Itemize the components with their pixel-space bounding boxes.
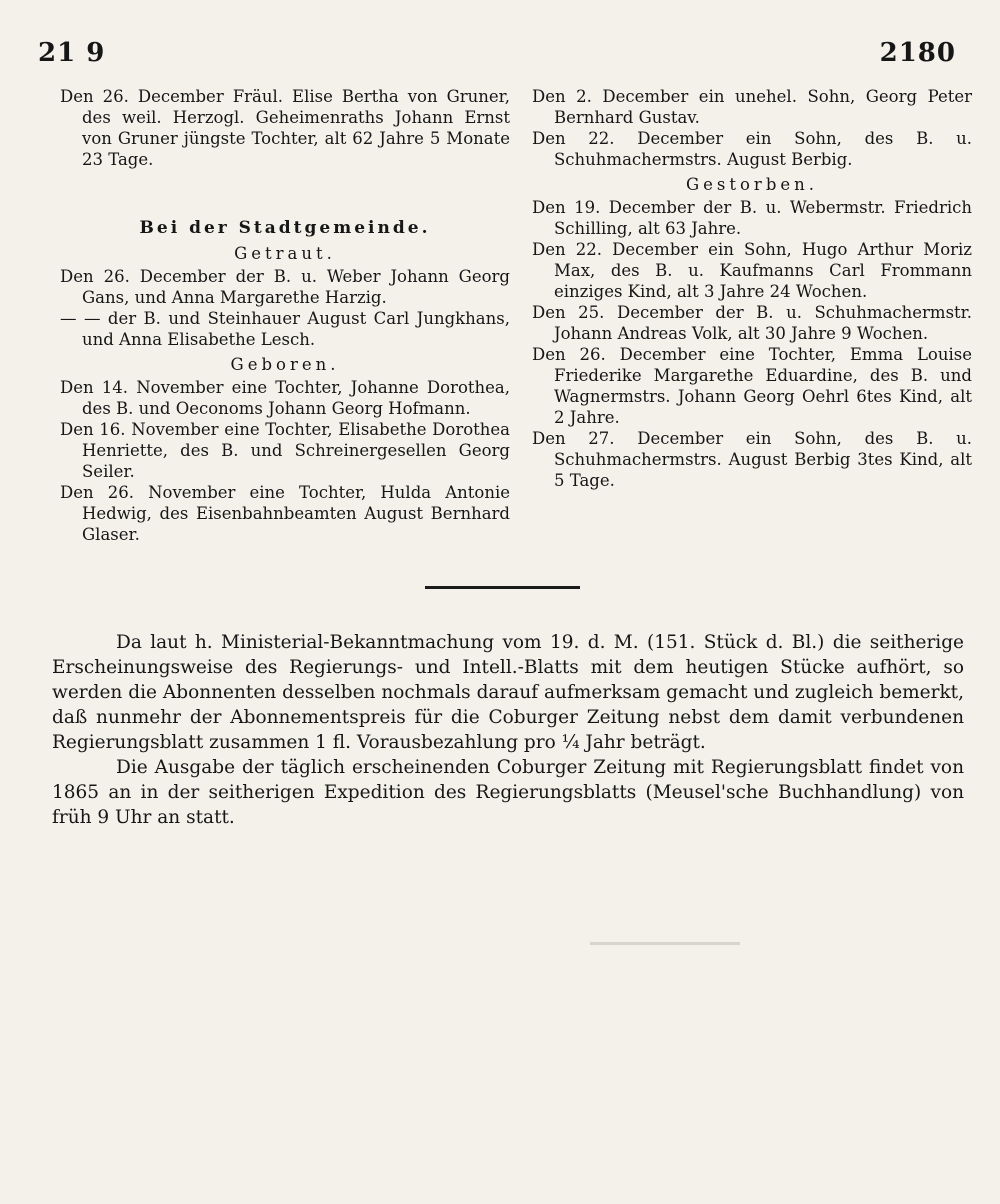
born-entry (60, 419, 510, 482)
entry-text: Den 27. December ein Sohn, des B. u. Schuhmachermstrs. August Berbig 3tes Kind, alt 5 Tage. (532, 429, 972, 490)
death-entry (532, 197, 972, 239)
entry-text: Den 2. December ein unehel. Sohn, Georg Peter Bernhard Gustav. (532, 87, 972, 127)
entry-text: Den 26. November eine Tochter, Hulda Antonie Hedwig, des Eisenbahnbeamten August Bernhard Glaser. (60, 483, 510, 544)
married-entry (60, 266, 510, 308)
left-column (60, 86, 510, 545)
death-entry (532, 302, 972, 344)
born-entry (532, 86, 972, 128)
bleed-through-rule (590, 942, 740, 945)
notice-paragraph: Da laut h. Ministerial-Bekanntmachung vom 19. d. M. (151. Stück d. Bl.) die seitherige Erscheinungsweise des Regierungs- und Intell.-Blatts mit dem heutigen Stücke aufhört, so werden die Abonnenten desselben nochmals darauf aufmerksam gemacht und zugleich bemerkt, daß nunmehr der Abonnementspreis für die Coburger Zeitung nebst dem damit verbundenen Regierungsblatt zusammen 1 fl. Vorausbezahlung pro ¼ Jahr beträgt. (52, 632, 964, 753)
entry-text: Den 26. December Fräul. Elise Bertha von Gruner, des weil. Herzogl. Geheimenraths Johann Ernst von Gruner jüngste Tochter, alt 62 Jahre 5 Monate 23 Tage. (60, 87, 510, 169)
right-column (532, 86, 972, 491)
section-title: Bei der Stadtgemeinde. (139, 218, 431, 238)
entry-text: Den 16. November eine Tochter, Elisabethe Dorothea Henriette, des B. und Schreinergesellen Georg Seiler. (60, 420, 510, 481)
entry-text: — — der B. und Steinhauer August Carl Jungkhans, und Anna Elisabethe Lesch. (60, 309, 510, 349)
death-entry (532, 344, 972, 428)
married-entry (60, 308, 510, 350)
born-entry (532, 128, 972, 170)
entry-text: Den 19. December der B. u. Webermstr. Friedrich Schilling, alt 63 Jahre. (532, 198, 972, 238)
entry-text: Den 14. November eine Tochter, Johanne Dorothea, des B. und Oeconoms Johann Georg Hofmann. (60, 378, 510, 418)
spacer (60, 170, 510, 210)
entry-text: Den 25. December der B. u. Schuhmachermstr. Johann Andreas Volk, alt 30 Jahre 9 Wochen. (532, 303, 972, 343)
entry-text: Den 22. December ein Sohn, des B. u. Schuhmachermstrs. August Berbig. (532, 129, 972, 169)
subscription-notice (52, 630, 964, 830)
entry-text: Den 26. December eine Tochter, Emma Louise Friederike Margarethe Eduardine, des B. und Wagnermstrs. Johann Georg Oehrl 6tes Kind, alt 2 Jahre. (532, 345, 972, 427)
entry-gruner (60, 86, 510, 170)
died-heading: Gestorben. (685, 175, 819, 194)
page-number-left: 21 9 (38, 38, 106, 68)
entry-text: Den 26. December der B. u. Weber Johann Georg Gans, und Anna Margarethe Harzig. (60, 267, 510, 307)
born-entry (60, 482, 510, 545)
death-entry (532, 239, 972, 302)
section-divider (425, 586, 580, 589)
entry-text: Den 22. December ein Sohn, Hugo Arthur Moriz Max, des B. u. Kaufmanns Carl Frommann einziges Kind, alt 3 Jahre 24 Wochen. (532, 240, 972, 301)
born-heading: Geboren. (230, 355, 340, 374)
death-entry (532, 428, 972, 491)
married-heading: Getraut. (234, 244, 336, 263)
page-number-right: 2180 (879, 38, 956, 68)
born-entry (60, 377, 510, 419)
notice-paragraph: Die Ausgabe der täglich erscheinenden Coburger Zeitung mit Regierungsblatt findet von 1865 an in der seitherigen Expedition des Regierungsblatts (Meusel'sche Buchhandlung) von früh 9 Uhr an statt. (52, 757, 964, 828)
